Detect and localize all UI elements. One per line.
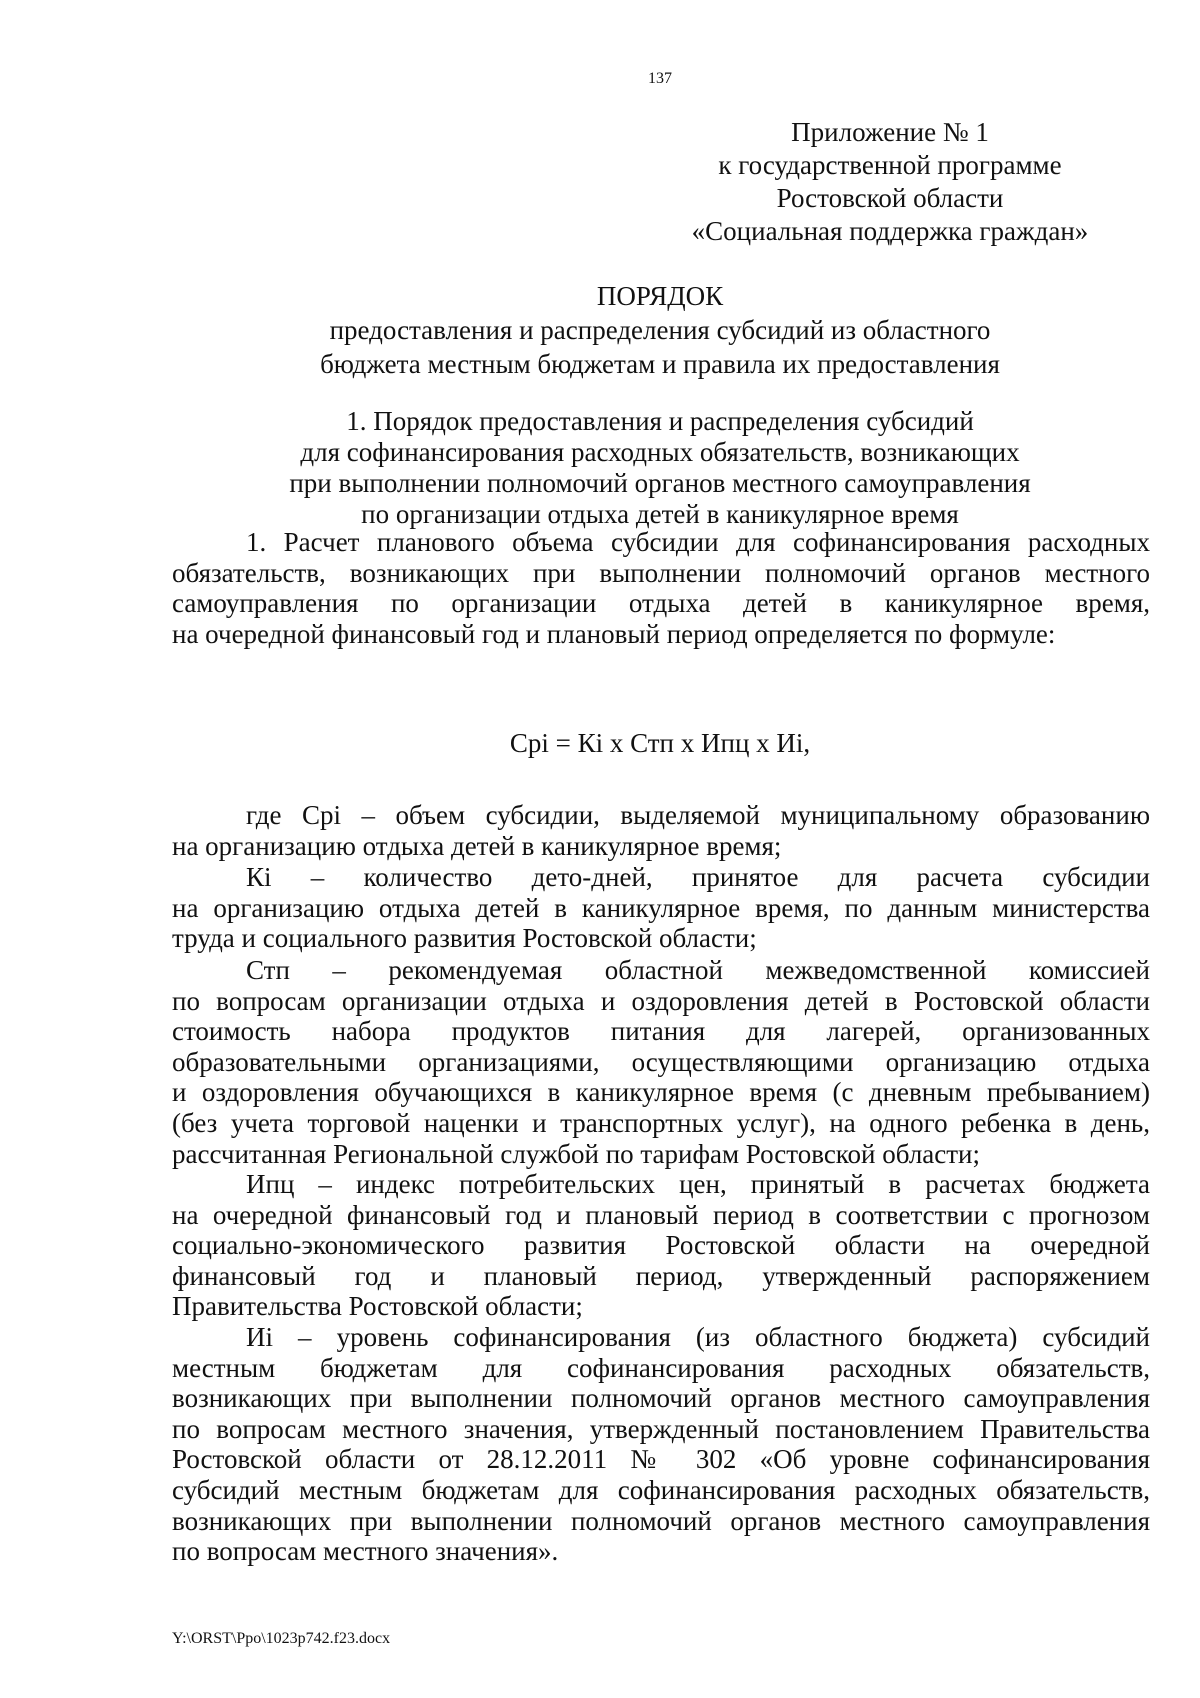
appendix-line: Ростовской области xyxy=(776,183,1004,213)
paragraph-line: на очередной финансовый год и плановый период определяется по формуле: xyxy=(172,618,1056,649)
definition-line: Кi – количество дето-дней, принятое для расчета субсидии xyxy=(246,862,1150,892)
definition-line: стоимость набора продуктов питания для лагерей, организованных xyxy=(172,1016,1150,1047)
definition-line: где Срi – объем субсидии, выделяемой муниципальному образованию xyxy=(246,800,1150,830)
definition-stp xyxy=(172,955,1150,1169)
definition-line: труда и социального развития Ростовской области; xyxy=(172,923,757,954)
definition-line: образовательными организациями, осуществляющими организацию отдыха xyxy=(172,1046,1150,1077)
definition-line: возникающих при выполнении полномочий органов местного самоуправления xyxy=(172,1383,1150,1414)
definition-line: и оздоровления обучающихся в каникулярное время (с дневным пребыванием) xyxy=(172,1077,1150,1108)
definition-line: финансовый год и плановый период, утвержденный распоряжением xyxy=(172,1260,1150,1291)
definition-line: рассчитанная Региональной службой по тарифам Ростовской области; xyxy=(172,1138,981,1169)
section-heading-line: 1. Порядок предоставления и распределения субсидий xyxy=(346,406,974,436)
definition-line: Иi – уровень софинансирования (из областного бюджета) субсидий xyxy=(246,1322,1150,1352)
section-heading-line: для софинансирования расходных обязательств, возникающих xyxy=(300,437,1020,467)
page-number: 137 xyxy=(648,70,672,87)
definition-line: Стп – рекомендуемая областной межведомственной комиссией xyxy=(246,955,1150,985)
definition-ipc xyxy=(172,1169,1150,1322)
title-subtitle-line: предоставления и распределения субсидий из областного xyxy=(329,315,991,345)
appendix-line: Приложение № 1 xyxy=(791,117,989,147)
paragraph-line: самоуправления по организации отдыха детей в каникулярное время, xyxy=(172,588,1150,619)
appendix-header xyxy=(690,116,1090,248)
definition-line: субсидий местным бюджетам для софинансирования расходных обязательств, xyxy=(172,1474,1150,1505)
title-heading: ПОРЯДОК xyxy=(596,281,724,311)
definition-line: возникающих при выполнении полномочий органов местного самоуправления xyxy=(172,1505,1150,1536)
definition-line: на очередной финансовый год и плановый период в соответствии с прогнозом xyxy=(172,1199,1150,1230)
definition-line: Правительства Ростовской области; xyxy=(172,1291,583,1322)
definition-line: по вопросам организации отдыха и оздоровления детей в Ростовской области xyxy=(172,985,1150,1016)
section-heading xyxy=(0,406,1200,530)
appendix-line: к государственной программе xyxy=(718,150,1062,180)
paragraph-line: 1. Расчет планового объема субсидии для софинансирования расходных xyxy=(246,527,1150,557)
definition-ki xyxy=(172,862,1150,954)
definition-line: местным бюджетам для софинансирования расходных обязательств, xyxy=(172,1352,1150,1383)
appendix-line: «Социальная поддержка граждан» xyxy=(691,216,1089,246)
definition-line: Ипц – индекс потребительских цен, принятый в расчетах бюджета xyxy=(246,1169,1150,1199)
definition-line: социально-экономического развития Ростовской области на очередной xyxy=(172,1230,1150,1261)
paragraph-1 xyxy=(172,527,1150,649)
definition-cpi xyxy=(172,800,1150,861)
footer-file-path: Y:\ORST\Ppo\1023p742.f23.docx xyxy=(172,1630,391,1647)
section-heading-line: при выполнении полномочий органов местного самоуправления xyxy=(289,468,1031,498)
paragraph-line: обязательств, возникающих при выполнении полномочий органов местного xyxy=(172,557,1150,588)
definition-line: на организацию отдыха детей в каникулярное время; xyxy=(172,830,782,861)
definition-line: по вопросам местного значения, утвержденный постановлением Правительства xyxy=(172,1413,1150,1444)
definition-ii xyxy=(172,1322,1150,1567)
title-subtitle-line: бюджета местным бюджетам и правила их предоставления xyxy=(320,349,1000,379)
section-heading-line: по организации отдыха детей в каникулярное время xyxy=(361,499,959,529)
document-title xyxy=(0,279,1200,381)
definition-line: на организацию отдыха детей в каникулярное время, по данным министерства xyxy=(172,892,1150,923)
formula: Срi = Кi х Стп х Ипц х Иi, xyxy=(509,728,811,758)
definition-line: (без учета торговой наценки и транспортных услуг), на одного ребенка в день, xyxy=(172,1107,1150,1138)
definition-line: по вопросам местного значения». xyxy=(172,1536,559,1567)
definition-line: Ростовской области от 28.12.2011 № 302 «Об уровне софинансирования xyxy=(172,1444,1150,1475)
